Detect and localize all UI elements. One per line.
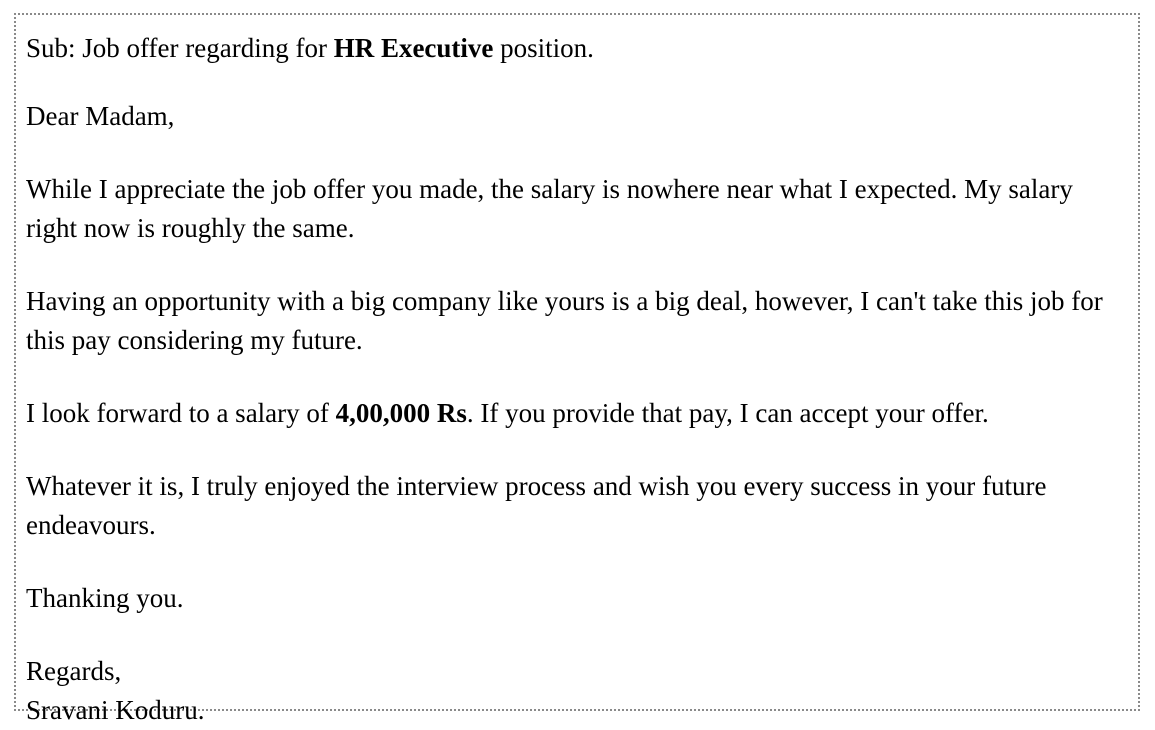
thanks-line: Thanking you. (26, 583, 184, 613)
letter-box (14, 13, 1140, 725)
salary-request-suffix: . If you provide that pay, I can accept your offer. (466, 398, 989, 428)
closing-line: Regards, (26, 656, 122, 686)
subject-prefix: Sub: Job offer regarding for (26, 33, 334, 63)
paragraph-closing-wishes: Whatever it is, I truly enjoyed the interview process and wish you every success in your future endeavours. (26, 471, 1047, 540)
salary-request-prefix: I look forward to a salary of (26, 398, 336, 428)
signature-name: Sravani Koduru. (26, 695, 205, 725)
subject-suffix: position. (493, 33, 594, 63)
paragraph-opportunity: Having an opportunity with a big company like yours is a big deal, however, I can't take this job for this pay considering my future. (26, 286, 1103, 355)
salary-amount: 4,00,000 Rs (335, 398, 467, 428)
paragraph-salary-expectation: While I appreciate the job offer you made, the salary is nowhere near what I expected. My salary right now is roughly the same. (26, 174, 1073, 243)
paragraph-salary-request (26, 394, 1128, 433)
salutation: Dear Madam, (26, 101, 175, 131)
subject-position: HR Executive (333, 33, 494, 63)
subject-line (26, 29, 1128, 68)
